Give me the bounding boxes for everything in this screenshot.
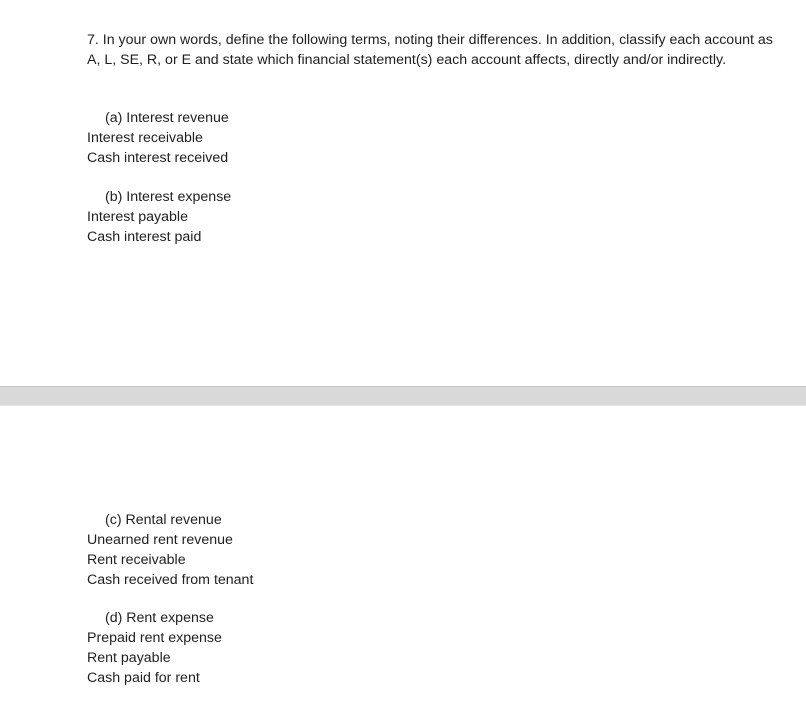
term-item: Cash interest received bbox=[87, 150, 229, 166]
term-group-c bbox=[87, 510, 253, 590]
question-text: 7. In your own words, define the following terms, noting their differences. In addition, classify each account as A, L, SE, R, or E and state which financial statement(s) each account affects, directly and/or indirectly. bbox=[87, 32, 773, 68]
term-item: Interest receivable bbox=[87, 130, 203, 146]
page-separator bbox=[0, 386, 806, 406]
term-heading-c: (c) Rental revenue bbox=[105, 512, 222, 528]
term-heading-a: (a) Interest revenue bbox=[105, 110, 229, 126]
term-item: Unearned rent revenue bbox=[87, 532, 233, 548]
term-group-d bbox=[87, 608, 222, 688]
term-item: Interest payable bbox=[87, 209, 188, 225]
term-group-a bbox=[87, 108, 229, 168]
term-item: Cash received from tenant bbox=[87, 572, 254, 588]
term-heading-d: (d) Rent expense bbox=[105, 610, 214, 626]
term-item: Prepaid rent expense bbox=[87, 630, 222, 646]
term-group-b bbox=[87, 187, 231, 247]
term-item: Rent receivable bbox=[87, 552, 186, 568]
page-bottom bbox=[0, 406, 806, 718]
term-heading-b: (b) Interest expense bbox=[105, 189, 232, 205]
term-item: Cash interest paid bbox=[87, 229, 202, 245]
term-item: Rent payable bbox=[87, 650, 171, 666]
term-item: Cash paid for rent bbox=[87, 670, 200, 686]
